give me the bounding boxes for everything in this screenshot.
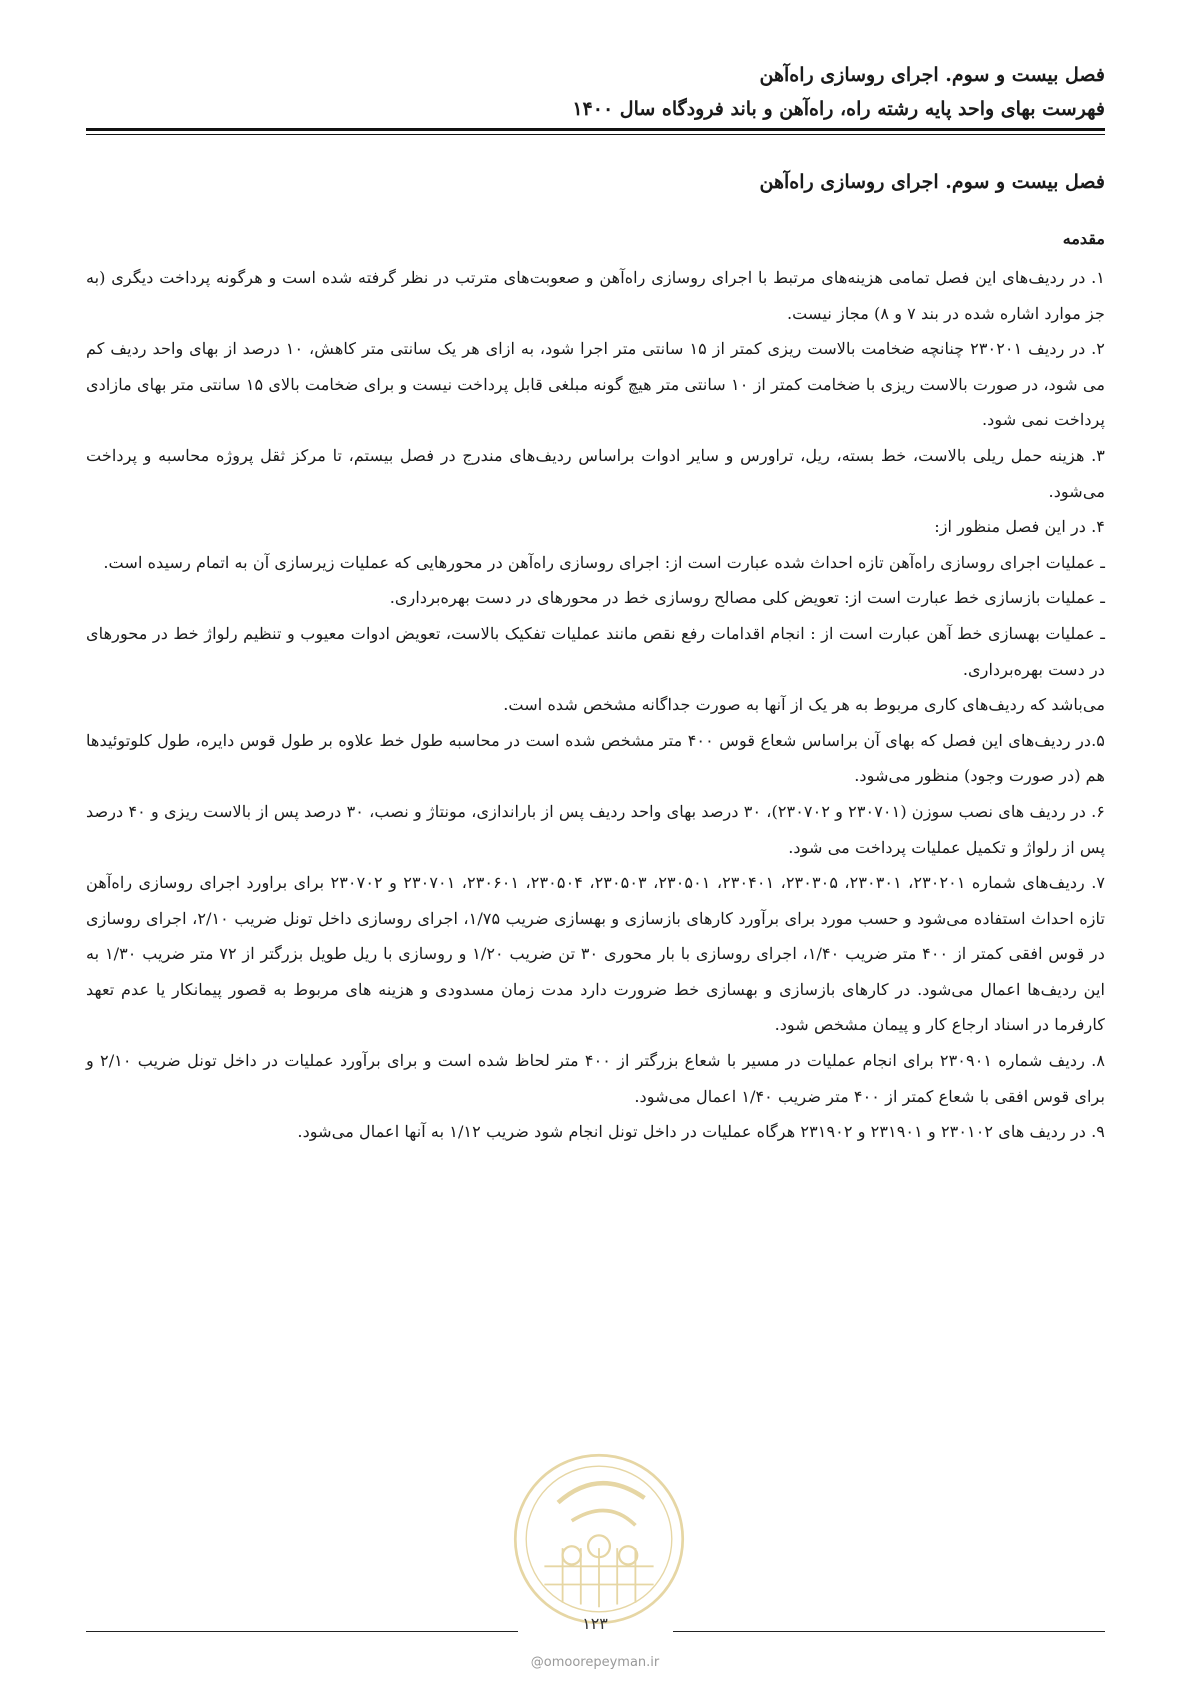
definition-rehabilitation: ـ عملیات بهسازی خط آهن عبارت است از : انجام اقدامات رفع نقص مانند عملیات تفکیک بالاست، تعویض ادوات معیوب و تنظیم رلواژ خط در محورهای در دست بهره‌برداری.: [86, 623, 1105, 679]
paragraph-6: ۶. در ردیف های نصب سوزن (۲۳۰۷۰۱ و ۲۳۰۷۰۲)، ۳۰ درصد بهای واحد ردیف پس از باراندازی، مونتاژ و نصب، ۳۰ درصد پس از بالاست ریزی و ۴۰ درصد پس از رلواژ و تکمیل عملیات پرداخت می شود.: [86, 801, 1105, 857]
definition-renewal: ـ عملیات بازسازی خط عبارت است از: تعویض کلی مصالح روسازی خط در محورهای در دست بهره‌برداری.: [389, 588, 1105, 608]
header-rule-thick: [86, 128, 1105, 131]
header-catalog-title: فهرست بهای واحد پایه رشته راه، راه‌آهن و باند فرودگاه سال ۱۴۰۰: [572, 98, 1105, 120]
footer-rule-left: [86, 1631, 518, 1632]
section-title: فصل بیست و سوم. اجرای روسازی راه‌آهن: [759, 171, 1105, 193]
paragraph-9: ۹. در ردیف های ۲۳۰۱۰۲ و ۲۳۱۹۰۱ و ۲۳۱۹۰۲ هرگاه عملیات در داخل تونل انجام شود ضریب ۱/۱۲ به آنها اعمال می‌شود.: [297, 1122, 1105, 1142]
intro-heading: مقدمه: [1062, 229, 1105, 248]
paragraph-1: ۱. در ردیف‌های این فصل تمامی هزینه‌های مرتبط با اجرای روسازی راه‌آهن و صعوبت‌های مترتب در نظر گرفته شده است و هرگونه پرداخت دیگری (به جز موارد اشاره شده در بند ۷ و ۸) مجاز نیست.: [86, 268, 1105, 323]
paragraph-8: ۸. ردیف شماره ۲۳۰۹۰۱ برای انجام عملیات در مسیر با شعاع بزرگتر از ۴۰۰ متر لحاظ شده است و برای برآورد عملیات در داخل تونل ضریب ۲/۱۰ و برای قوس افقی با شعاع کمتر از ۴۰۰ متر ضریب ۱/۴۰ اعمال می‌شود.: [86, 1051, 1106, 1106]
paragraph-5: ۵.در ردیف‌های این فصل که بهای آن براساس شعاع قوس ۴۰۰ متر مشخص شده است در محاسبه طول خط علاوه بر طول قوس دایره، طول کلوتوئیدها هم (در صورت وجود) منظور می‌شود.: [86, 730, 1105, 786]
paragraph-3: ۳. هزینه حمل ریلی بالاست، خط بسته، ریل، تراورس و سایر ادوات براساس ردیف‌های مندرج در فصل بیستم، تا مرکز ثقل پروژه محاسبه و پرداخت می‌شود.: [86, 445, 1105, 501]
document-body: [86, 160, 1105, 1150]
page-header: [86, 58, 1105, 126]
paragraph-2: ۲. در ردیف ۲۳۰۲۰۱ چنانچه ضخامت بالاست ریزی کمتر از ۱۵ سانتی متر اجرا شود، به ازای هر یک سانتی متر کاهش، ۱۰ درصد از بهای واحد ردیف کم می شود، در صورت بالاست ریزی با ضخامت کمتر از ۱۰ سانتی متر هیچ گونه مبلغی قابل پرداخت نیست و برای ضخامت بالای ۱۵ سانتی متر بهای مازادی پرداخت نمی شود.: [86, 339, 1106, 430]
website-watermark: @omoorepeyman.ir: [530, 1655, 660, 1670]
header-chapter-title: فصل بیست و سوم. اجرای روسازی راه‌آهن: [759, 64, 1105, 86]
page-number: ۱۲۳: [582, 1614, 608, 1633]
omoore-peyman-seal-icon: [508, 1448, 690, 1630]
definition-note: می‌باشد که ردیف‌های کاری مربوط به هر یک از آنها به صورت جداگانه مشخص شده است.: [503, 695, 1105, 715]
paragraph-4: ۴. در این فصل منظور از:: [934, 517, 1105, 537]
definition-new-track: ـ عملیات اجرای روسازی راه‌آهن تازه احداث شده عبارت است از: اجرای روسازی راه‌آهن در محورهایی که عملیات زیرسازی آن به اتمام رسیده است.: [103, 552, 1105, 572]
paragraph-7: ۷. ردیف‌های شماره ۲۳۰۲۰۱، ۲۳۰۳۰۱، ۲۳۰۳۰۵، ۲۳۰۴۰۱، ۲۳۰۵۰۱، ۲۳۰۵۰۳، ۲۳۰۵۰۴، ۲۳۰۶۰۱، ۲۳۰۷۰۱ و ۲۳۰۷۰۲ برای براورد اجرای روسازی راه‌آهن تازه احداث استفاده می‌شود و حسب مورد برای برآورد کارهای بازسازی و بهسازی ضریب ۱/۷۵، اجرای روسازی داخل تونل ضریب ۲/۱۰، اجرای روسازی در قوس افقی کمتر از ۴۰۰ متر ضریب ۱/۴۰، اجرای روسازی با بار محوری ۳۰ تن ضریب ۱/۲۰ و روسازی با ریل طویل بزرگتر از ۷۲ متر ضریب ۱/۳۰ به این ردیف‌ها اعمال می‌شود. در کارهای بازسازی و بهسازی خط ضرورت دارد مدت زمان مسدودی و هزینه های مربوط به قصور پیمانکار یا عدم تعهد کارفرما در اسناد ارجاع کار و پیمان مشخص شود.: [86, 873, 1106, 1035]
header-rule-thin: [86, 134, 1105, 135]
footer-rule-right: [673, 1631, 1105, 1632]
